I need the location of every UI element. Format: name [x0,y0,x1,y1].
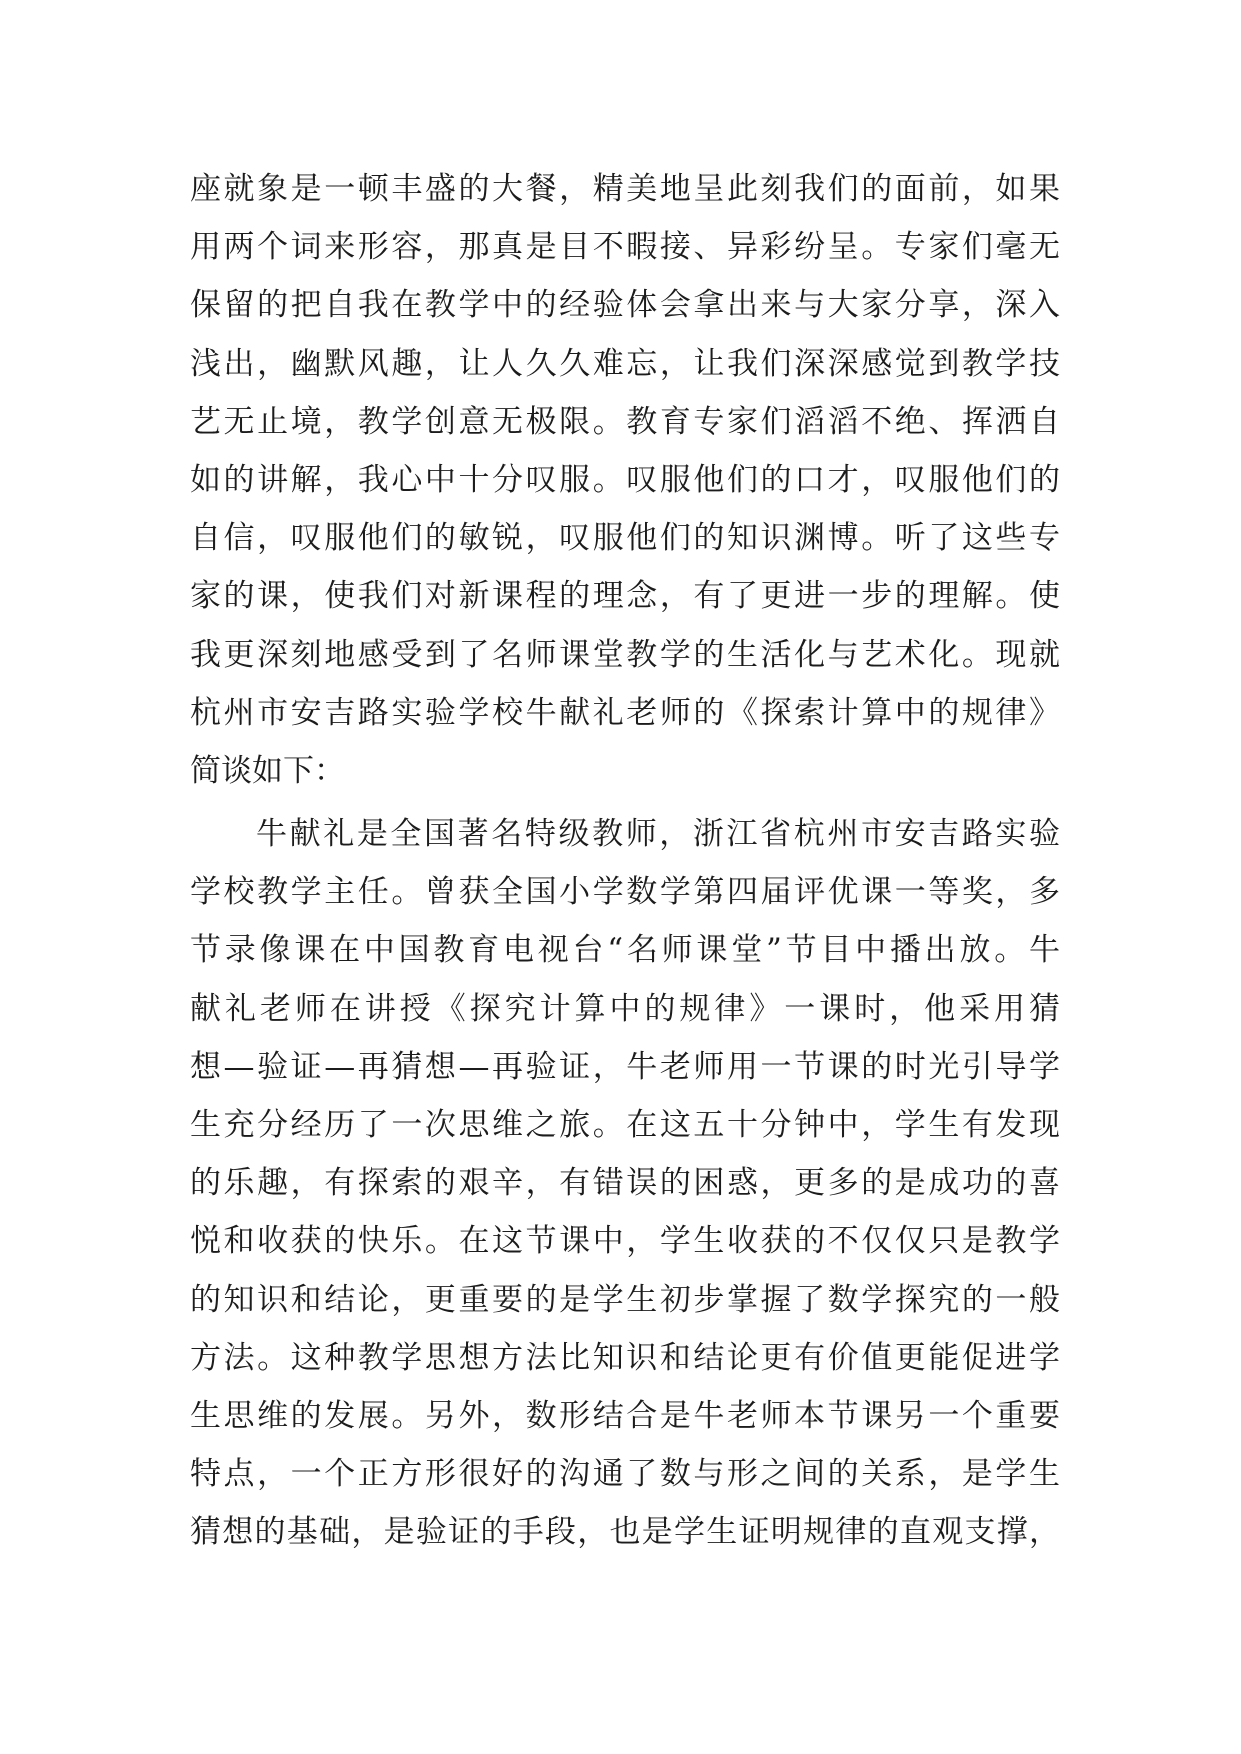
text-line: 悦和收获的快乐。在这节课中，学生收获的不仅仅只是教学 [190,1223,1060,1260]
text-line: 用两个词来形容，那真是目不暇接、异彩纷呈。专家们毫无 [190,229,1060,266]
text-line: 猜想的基础，是验证的手段，也是学生证明规律的直观支撑， [190,1514,1060,1551]
text-line: 如的讲解，我心中十分叹服。叹服他们的口才，叹服他们的 [190,461,1060,498]
text-line: 想—验证—再猜想—再验证，牛老师用一节课的时光引导学 [190,1048,1060,1085]
paragraph-1 [190,160,1060,800]
text-line: 浅出，幽默风趣，让人久久难忘，让我们深深感觉到教学技 [190,345,1060,382]
text-line: 牛献礼是全国著名特级教师，浙江省杭州市安吉路实验 [256,816,1060,852]
text-line: 保留的把自我在教学中的经验体会拿出来与大家分享，深入 [190,287,1060,324]
text-line: 节录像课在中国教育电视台“名师课堂”节目中播出放。牛 [190,932,1060,969]
text-line: 简谈如下： [190,752,345,789]
text-line: 生充分经历了一次思维之旅。在这五十分钟中，学生有发现 [190,1106,1060,1143]
text-line: 自信，叹服他们的敏锐，叹服他们的知识渊博。听了这些专 [190,520,1060,557]
text-line: 特点，一个正方形很好的沟通了数与形之间的关系，是学生 [190,1456,1060,1493]
text-line: 生思维的发展。另外，数形结合是牛老师本节课另一个重要 [190,1397,1060,1434]
text-line: 献礼老师在讲授《探究计算中的规律》一课时，他采用猜 [190,990,1060,1027]
paragraph-2 [190,805,1060,1561]
text-line: 家的课，使我们对新课程的理念，有了更进一步的理解。使 [190,578,1060,615]
text-line: 座就象是一顿丰盛的大餐，精美地呈此刻我们的面前，如果 [190,171,1060,207]
text-line: 艺无止境，教学创意无极限。教育专家们滔滔不绝、挥洒自 [190,403,1060,440]
text-line: 的知识和结论，更重要的是学生初步掌握了数学探究的一般 [190,1281,1060,1318]
text-line: 学校教学主任。曾获全国小学数学第四届评优课一等奖，多 [190,874,1060,911]
text-line: 杭州市安吉路实验学校牛献礼老师的《探索计算中的规律》 [190,694,1060,731]
text-line: 方法。这种教学思想方法比知识和结论更有价值更能促进学 [190,1339,1060,1376]
text-line: 的乐趣，有探索的艰辛，有错误的困惑，更多的是成功的喜 [190,1165,1060,1202]
text-line: 我更深刻地感受到了名师课堂教学的生活化与艺术化。现就 [190,636,1060,673]
